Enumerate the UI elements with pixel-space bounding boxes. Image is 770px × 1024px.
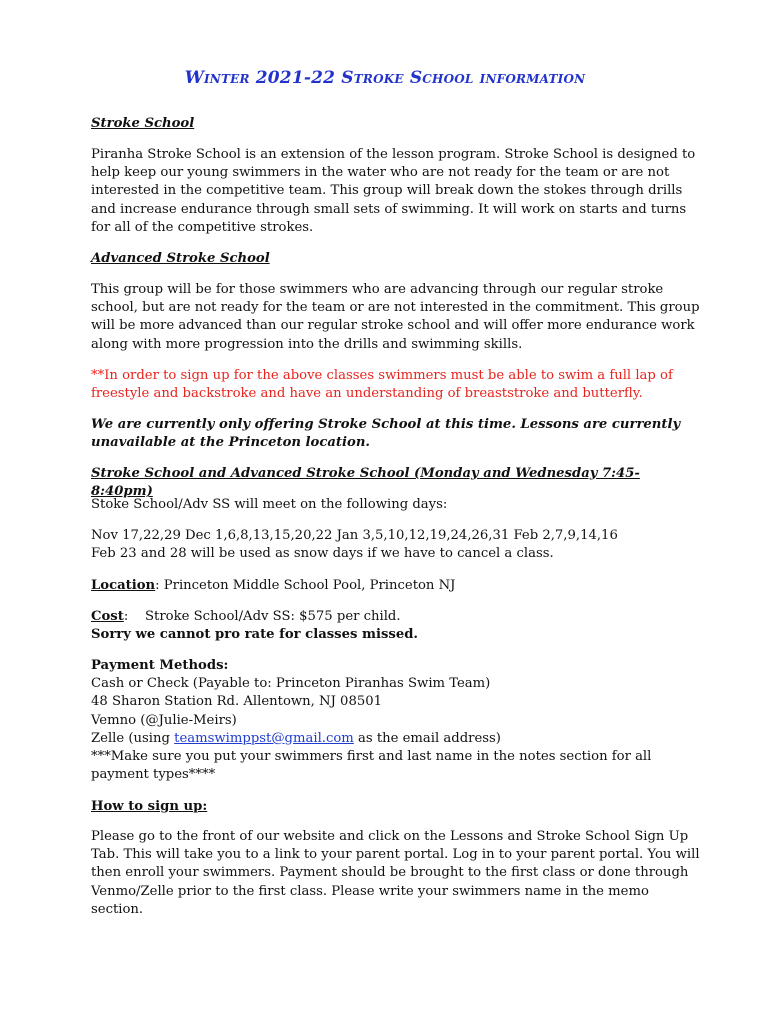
- cost: [91, 608, 691, 644]
- zelle-prefix: Zelle (using: [91, 730, 175, 746]
- availability-notice: [91, 416, 691, 452]
- payment-heading: Payment Methods:: [91, 658, 229, 673]
- paragraph-line: Piranha Stroke School is an extension of the lesson program. Stroke School is designed to: [91, 147, 696, 162]
- section-heading: Advanced Stroke School: [91, 251, 270, 266]
- payment-address: 48 Sharon Station Rd. Allentown, NJ 08501: [91, 694, 383, 710]
- paragraph-line: This group will be for those swimmers who are advancing through our regular stroke: [91, 282, 664, 297]
- schedule-dates: [91, 527, 691, 563]
- paragraph-line: school, but are not ready for the team or are not interested in the commitment. This group: [91, 300, 700, 316]
- location-value: : Princeton Middle School Pool, Princeton NJ: [155, 578, 456, 593]
- page-title: Winter 2021-22 Stroke School information: [184, 68, 586, 88]
- class-dates: Nov 17,22,29 Dec 1,6,8,13,15,20,22 Jan 3,5,10,12,19,24,26,31 Feb 2,7,9,14,16: [91, 528, 618, 543]
- paragraph-line: along with more progression into the drills and swimming skills.: [91, 336, 523, 352]
- paragraph-line: freestyle and backstroke and have an understanding of breaststroke and butterfly.: [91, 386, 643, 402]
- snow-days: Feb 23 and 28 will be used as snow days if we have to cancel a class.: [91, 546, 554, 562]
- payment-venmo: Vemno (@Julie-Meirs): [91, 712, 237, 728]
- paragraph-line: **In order to sign up for the above classes swimmers must be able to swim a full lap of: [91, 368, 673, 383]
- section-heading: Stroke School and Advanced Stroke School (Monday and Wednesday 7:45-8:40pm): [91, 466, 640, 500]
- paragraph-line: then enroll your swimmers. Payment should be brought to the first class or done through: [91, 865, 689, 881]
- payment-zelle: [91, 730, 691, 748]
- stroke-school-heading: [91, 115, 691, 133]
- stroke-school-paragraph: [91, 146, 696, 237]
- location-label: Location: [91, 578, 156, 593]
- payment-methods: [91, 657, 691, 784]
- cost-value: : Stroke School/Adv SS: $575 per child.: [123, 609, 401, 624]
- paragraph-line: and increase endurance through small sets of swimming. It will work on starts and turns: [91, 201, 687, 217]
- paragraph-line: We are currently only offering Stroke School at this time. Lessons are currently: [91, 417, 681, 432]
- location: [91, 577, 691, 595]
- cost-label: Cost: [91, 609, 124, 624]
- paragraph-line: unavailable at the Princeton location.: [91, 435, 370, 451]
- schedule-intro: [91, 496, 691, 514]
- payment-cash-check: Cash or Check (Payable to: Princeton Piranhas Swim Team): [91, 676, 491, 692]
- zelle-email-link[interactable]: teamswimppst@gmail.com: [174, 730, 354, 746]
- advanced-heading: [91, 250, 691, 268]
- paragraph-line: section.: [91, 901, 144, 917]
- payment-note: ***Make sure you put your swimmers first and last name in the notes section for all: [91, 749, 652, 765]
- paragraph-line: Venmo/Zelle prior to the first class. Please write your swimmers name in the memo: [91, 883, 649, 899]
- paragraph-line: will be more advanced than our regular stroke school and will offer more endurance work: [91, 318, 695, 334]
- paragraph-line: Tab. This will take you to a link to your parent portal. Log in to your parent portal. You will: [91, 847, 700, 863]
- swim-requirement-note: [91, 367, 691, 403]
- advanced-paragraph: [91, 281, 700, 354]
- zelle-suffix: as the email address): [353, 730, 501, 746]
- signup-heading: [91, 798, 691, 816]
- paragraph-line: interested in the competitive team. This group will break down the stokes through drills: [91, 183, 683, 199]
- paragraph-line: Please go to the front of our website and click on the Lessons and Stroke School Sign Up: [91, 829, 689, 844]
- paragraph-line: help keep our young swimmers in the water who are not ready for the team or are not: [91, 165, 670, 181]
- payment-note: payment types****: [91, 767, 216, 783]
- section-heading: How to sign up:: [91, 799, 208, 814]
- section-heading: Stroke School: [91, 116, 195, 131]
- signup-paragraph: [91, 828, 700, 919]
- cost-note: Sorry we cannot pro rate for classes missed.: [91, 627, 419, 643]
- paragraph-line: Stoke School/Adv SS will meet on the following days:: [91, 497, 448, 512]
- paragraph-line: for all of the competitive strokes.: [91, 219, 314, 235]
